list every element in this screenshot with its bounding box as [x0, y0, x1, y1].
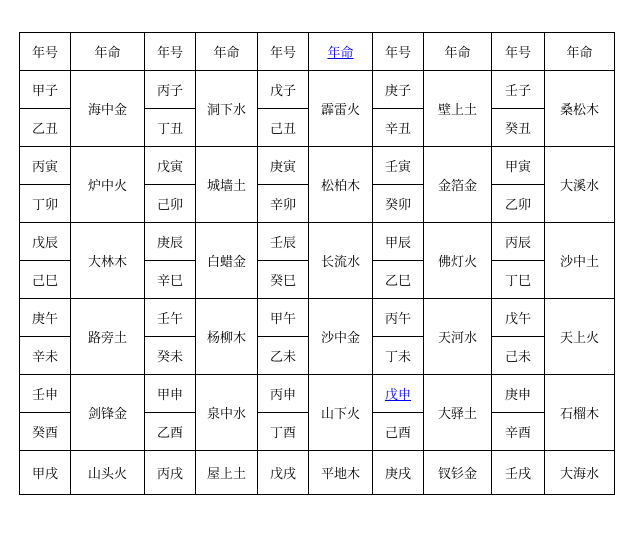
year-cell: 丁丑	[145, 109, 196, 147]
fate-cell: 屋上土	[196, 451, 258, 495]
header-cell-year: 年号	[373, 33, 424, 71]
fate-cell: 松柏木	[309, 147, 373, 223]
header-cell-year: 年号	[492, 33, 545, 71]
header-cell-year: 年号	[258, 33, 309, 71]
header-cell-year: 年号	[145, 33, 196, 71]
year-cell: 壬午	[145, 299, 196, 337]
year-cell: 甲寅	[492, 147, 545, 185]
fate-cell: 石榴木	[545, 375, 615, 451]
fate-cell: 沙中土	[545, 223, 615, 299]
fate-cell: 天河水	[424, 299, 492, 375]
year-cell: 丁卯	[20, 185, 71, 223]
header-cell-fate: 年命	[71, 33, 145, 71]
year-cell: 戊戌	[258, 451, 309, 495]
year-cell: 庚戌	[373, 451, 424, 495]
year-cell: 庚申	[492, 375, 545, 413]
fate-cell: 白蜡金	[196, 223, 258, 299]
header-cell-fate: 年命	[545, 33, 615, 71]
fate-cell: 大林木	[71, 223, 145, 299]
nayin-table	[19, 32, 615, 495]
table-row	[20, 299, 615, 337]
fate-cell: 壁上土	[424, 71, 492, 147]
table-row	[20, 147, 615, 185]
table-row	[20, 451, 615, 495]
year-cell: 丁巳	[492, 261, 545, 299]
fate-cell: 霹雷火	[309, 71, 373, 147]
year-cell: 壬寅	[373, 147, 424, 185]
table-row	[20, 223, 615, 261]
fate-cell: 杨柳木	[196, 299, 258, 375]
year-cell: 癸丑	[492, 109, 545, 147]
year-cell: 辛丑	[373, 109, 424, 147]
fate-cell: 剑锋金	[71, 375, 145, 451]
year-cell: 丙子	[145, 71, 196, 109]
header-fate-link[interactable]: 年命	[309, 33, 373, 71]
fate-cell: 桑松木	[545, 71, 615, 147]
table-row	[20, 375, 615, 413]
year-cell: 乙酉	[145, 413, 196, 451]
year-link-wushen[interactable]: 戊申	[373, 375, 424, 413]
year-cell: 丙戌	[145, 451, 196, 495]
fate-cell: 炉中火	[71, 147, 145, 223]
header-row	[20, 33, 615, 71]
fate-cell: 天上火	[545, 299, 615, 375]
year-cell: 癸卯	[373, 185, 424, 223]
fate-cell: 钗钐金	[424, 451, 492, 495]
year-cell: 甲子	[20, 71, 71, 109]
year-cell: 壬子	[492, 71, 545, 109]
year-cell: 甲午	[258, 299, 309, 337]
year-cell: 甲戌	[20, 451, 71, 495]
year-cell: 己巳	[20, 261, 71, 299]
fate-cell: 佛灯火	[424, 223, 492, 299]
fate-cell: 大溪水	[545, 147, 615, 223]
year-cell: 乙巳	[373, 261, 424, 299]
table-row	[20, 71, 615, 109]
fate-cell: 山头火	[71, 451, 145, 495]
year-cell: 戊午	[492, 299, 545, 337]
year-cell: 庚辰	[145, 223, 196, 261]
fate-cell: 山下火	[309, 375, 373, 451]
year-cell: 乙未	[258, 337, 309, 375]
year-cell: 甲申	[145, 375, 196, 413]
year-cell: 辛卯	[258, 185, 309, 223]
year-cell: 戊寅	[145, 147, 196, 185]
year-cell: 戊辰	[20, 223, 71, 261]
year-cell: 庚寅	[258, 147, 309, 185]
year-cell: 壬申	[20, 375, 71, 413]
fate-cell: 路旁土	[71, 299, 145, 375]
year-cell: 丙申	[258, 375, 309, 413]
header-cell-fate: 年命	[196, 33, 258, 71]
fate-cell: 沙中金	[309, 299, 373, 375]
header-cell-year: 年号	[20, 33, 71, 71]
year-cell: 己卯	[145, 185, 196, 223]
year-cell: 癸巳	[258, 261, 309, 299]
year-cell: 甲辰	[373, 223, 424, 261]
year-cell: 壬戌	[492, 451, 545, 495]
fate-cell: 长流水	[309, 223, 373, 299]
fate-cell: 洞下水	[196, 71, 258, 147]
year-cell: 丙辰	[492, 223, 545, 261]
year-cell: 癸未	[145, 337, 196, 375]
year-cell: 癸酉	[20, 413, 71, 451]
year-cell: 丁未	[373, 337, 424, 375]
year-cell: 戊子	[258, 71, 309, 109]
year-cell: 己酉	[373, 413, 424, 451]
year-cell: 乙卯	[492, 185, 545, 223]
year-cell: 辛酉	[492, 413, 545, 451]
year-cell: 辛巳	[145, 261, 196, 299]
year-cell: 乙丑	[20, 109, 71, 147]
fate-cell: 海中金	[71, 71, 145, 147]
year-cell: 丁酉	[258, 413, 309, 451]
year-cell: 庚午	[20, 299, 71, 337]
year-cell: 庚子	[373, 71, 424, 109]
year-cell: 己未	[492, 337, 545, 375]
year-cell: 丙午	[373, 299, 424, 337]
fate-cell: 大海水	[545, 451, 615, 495]
fate-cell: 泉中水	[196, 375, 258, 451]
year-cell: 己丑	[258, 109, 309, 147]
header-cell-fate: 年命	[424, 33, 492, 71]
fate-cell: 金箔金	[424, 147, 492, 223]
fate-cell: 平地木	[309, 451, 373, 495]
year-cell: 丙寅	[20, 147, 71, 185]
fate-cell: 城墙土	[196, 147, 258, 223]
year-cell: 壬辰	[258, 223, 309, 261]
year-cell: 辛未	[20, 337, 71, 375]
fate-cell: 大驿土	[424, 375, 492, 451]
